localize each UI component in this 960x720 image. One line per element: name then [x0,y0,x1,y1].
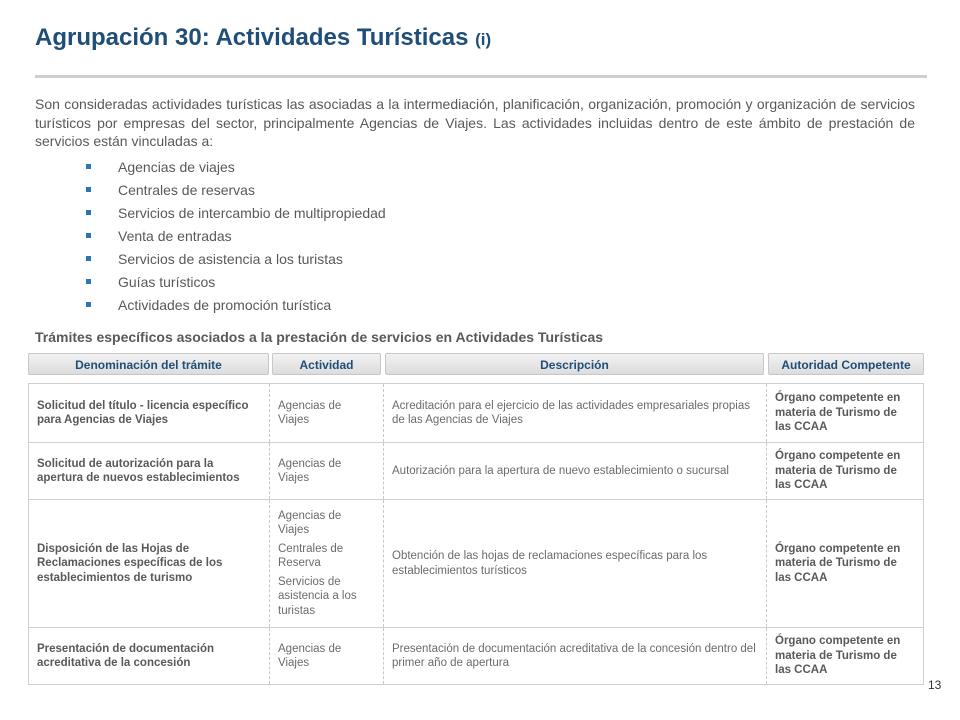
cell-text: Solicitud de autorización para la apertura de nuevos establecimientos [37,457,240,484]
cell-autoridad [767,384,923,442]
cell-text: Agencias de Viajes [278,457,342,484]
cell-autoridad [767,443,923,499]
list-item [86,201,386,224]
cell-text: Presentación de documentación acreditativa de la concesión dentro del primer año de apertura [392,642,756,669]
cell-descripcion [384,628,767,684]
table-row [29,443,923,500]
cell-tramite [29,500,270,627]
square-bullet-icon [86,279,91,284]
list-item [86,293,386,316]
cell-actividad [270,443,384,499]
square-bullet-icon [86,256,91,261]
cell-text: Acreditación para el ejercicio de las actividades empresariales propias de las Agencias de Viajes [392,399,750,426]
square-bullet-icon [86,164,91,169]
cell-descripcion [384,384,767,442]
cell-actividad [270,628,384,684]
list-item [86,270,386,293]
cell-text: Órgano competente en materia de Turismo de las CCAA [775,542,901,584]
column-header-autoridad: Autoridad Competente [768,353,924,375]
title-divider [35,75,927,78]
table-row [29,384,923,443]
cell-autoridad [767,628,923,684]
list-item [86,247,386,270]
column-header-tramite: Denominación del trámite [28,353,269,375]
cell-text: Obtención de las hojas de reclamaciones específicas para los establecimientos turísticos [392,550,708,577]
list-item [86,178,386,201]
cell-text: Presentación de documentación acreditativa de la concesión [37,642,215,669]
cell-tramite [29,384,270,442]
square-bullet-icon [86,210,91,215]
cell-text: Agencias de Viajes [278,642,342,669]
cell-descripcion [384,500,767,627]
intro-paragraph: Son consideradas actividades turísticas las asociadas a la intermediación, planificación, organización, promoción y organización de servicios turísticos por empresas del sector, principalmente Agencias de Viajes. Las actividades incluidas dentro de este ámbito de prestación de servicios están vinculadas a: [35,96,915,149]
bullet-text: Guías turísticos [118,273,216,290]
square-bullet-icon [86,233,91,238]
cell-text: Órgano competente en materia de Turismo de las CCAA [775,392,901,434]
bullet-text: Actividades de promoción turística [118,296,332,313]
list-item [86,224,386,247]
cell-text: Servicios de asistencia a los turistas [278,575,357,617]
cell-text: Órgano competente en materia de Turismo de las CCAA [775,450,901,492]
cell-actividad [270,500,384,627]
cell-text: Agencias de Viajes [278,509,342,537]
bullet-text: Venta de entradas [118,227,232,244]
bullet-text: Centrales de reservas [118,181,255,198]
activity-bullet-list [86,155,386,316]
cell-text: Agencias de Viajes [278,399,342,426]
cell-descripcion [384,443,767,499]
cell-text: Centrales de Reserva [278,542,344,570]
procedures-table [28,383,924,685]
cell-actividad [270,384,384,442]
page-title [35,24,491,52]
table-header [0,353,960,377]
column-header-actividad: Actividad [272,353,381,375]
table-title: Trámites específicos asociados a la prestación de servicios en Actividades Turísticas [35,329,604,345]
page-title-suffix: (i) [475,30,492,49]
table-row [29,628,923,684]
cell-text: Órgano competente en materia de Turismo de las CCAA [775,635,901,677]
cell-tramite [29,443,270,499]
column-header-descripcion: Descripción [385,353,764,375]
cell-tramite [29,628,270,684]
square-bullet-icon [86,187,91,192]
square-bullet-icon [86,302,91,307]
table-row [29,500,923,628]
cell-text: Disposición de las Hojas de Reclamaciones específicas de los establecimientos de turismo [37,542,223,584]
cell-text: Autorización para la apertura de nuevo establecimiento o sucursal [392,464,729,477]
page-title-text: Agrupación 30: Actividades Turísticas [35,24,469,51]
cell-autoridad [767,500,923,627]
bullet-text: Agencias de viajes [118,158,235,175]
cell-text: Solicitud del título - licencia específico para Agencias de Viajes [37,399,249,426]
list-item [86,155,386,178]
bullet-text: Servicios de intercambio de multipropiedad [118,204,386,221]
bullet-text: Servicios de asistencia a los turistas [118,250,343,267]
page-number: 13 [928,678,942,692]
